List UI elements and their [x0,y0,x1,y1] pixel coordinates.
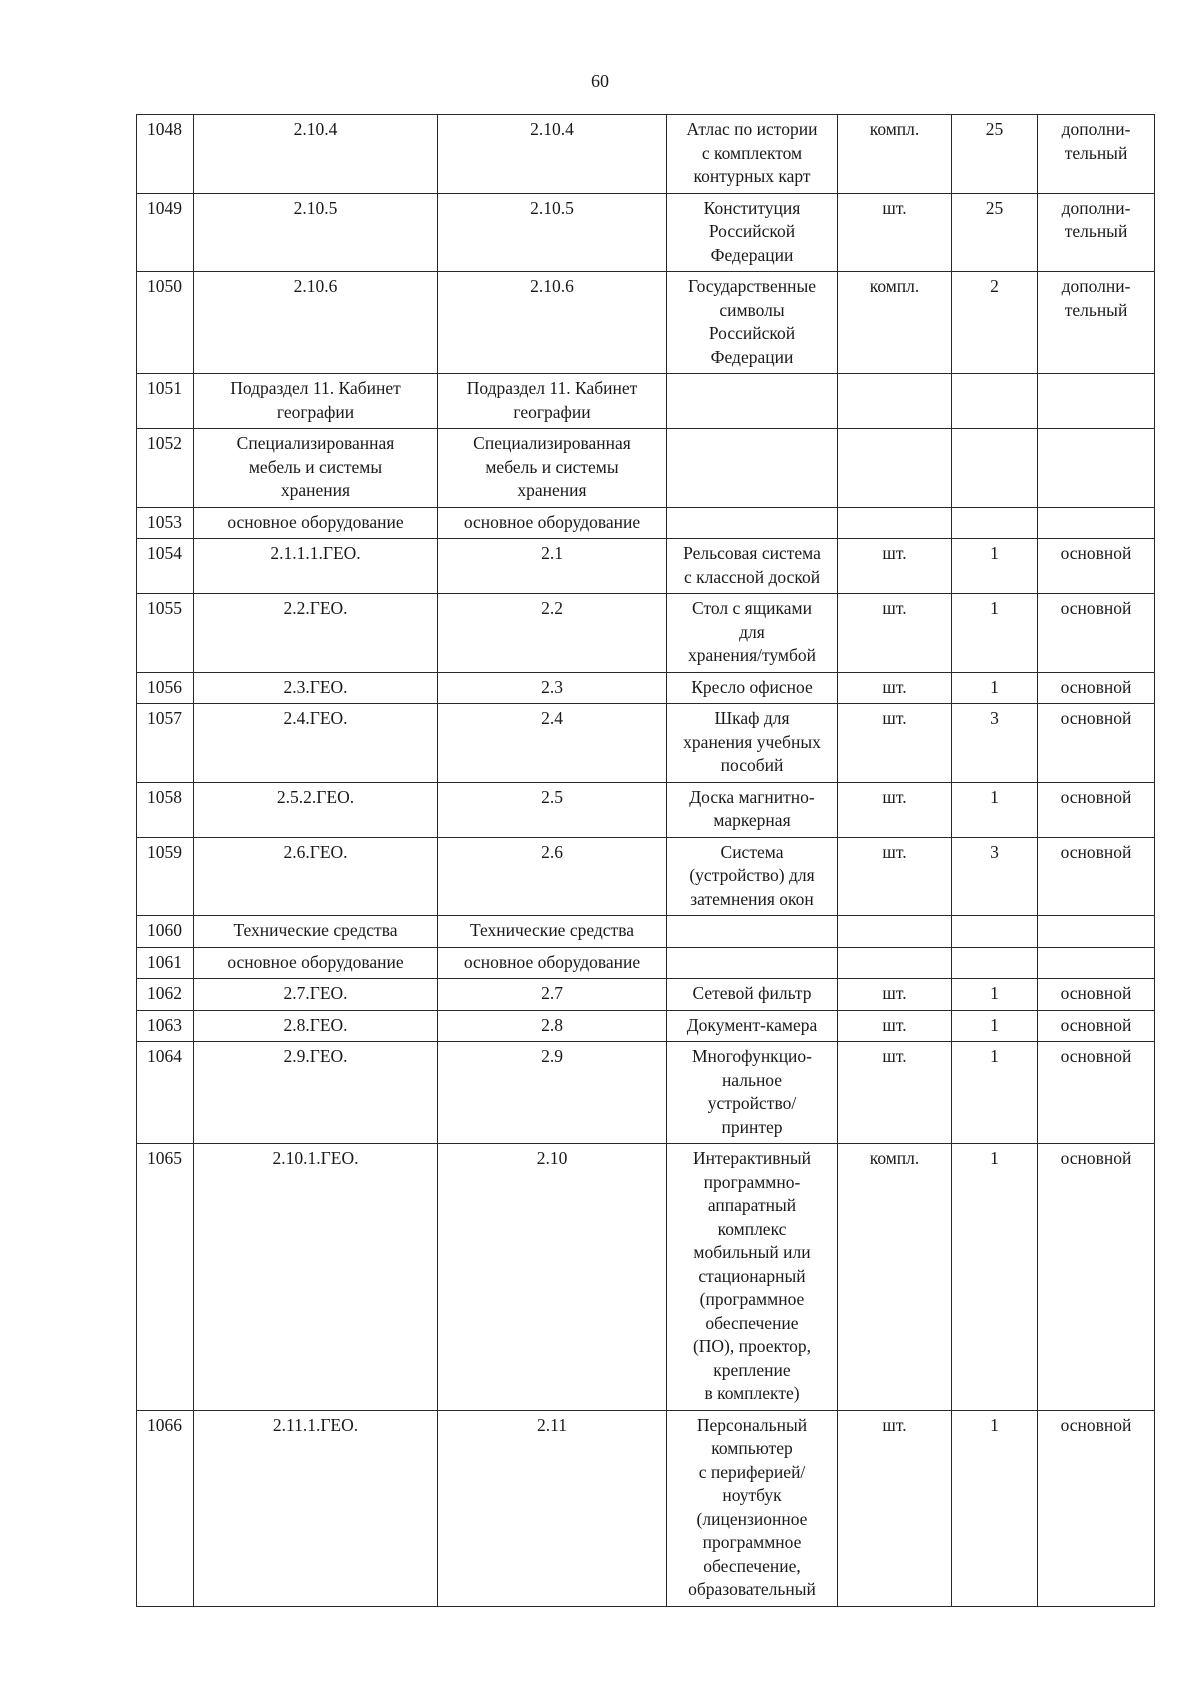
table-row [137,594,1155,673]
quantity-cell: 1 [952,1410,1038,1606]
equipment-kind-cell [1038,507,1155,539]
row-number-cell: 1066 [137,1410,194,1606]
equipment-kind-cell [1038,429,1155,508]
equipment-kind-cell [1038,374,1155,429]
row-number-cell: 1064 [137,1042,194,1144]
equipment-kind-cell [1038,916,1155,948]
equipment-kind-cell: основной [1038,704,1155,783]
item-name-cell: Стол с ящиками для хранения/тумбой [667,594,838,673]
table-row [137,916,1155,948]
item-name-cell: Сетевой фильтр [667,979,838,1011]
quantity-cell [952,947,1038,979]
code-cell: основное оборудование [194,947,438,979]
table-row [137,429,1155,508]
quantity-cell: 1 [952,782,1038,837]
table-row [137,115,1155,194]
code-cell: 2.5.2.ГЕО. [194,782,438,837]
quantity-cell [952,374,1038,429]
unit-cell: шт. [838,782,952,837]
quantity-cell: 3 [952,837,1038,916]
code-short-cell: основное оборудование [438,947,667,979]
item-name-cell: Многофункцио- нальное устройство/ принтер [667,1042,838,1144]
row-number-cell: 1048 [137,115,194,194]
code-cell: 2.11.1.ГЕО. [194,1410,438,1606]
code-short-cell: 2.7 [438,979,667,1011]
unit-cell [838,429,952,508]
quantity-cell: 25 [952,193,1038,272]
code-cell: 2.4.ГЕО. [194,704,438,783]
code-cell: 2.10.1.ГЕО. [194,1144,438,1411]
code-cell: 2.2.ГЕО. [194,594,438,673]
code-short-cell: 2.6 [438,837,667,916]
row-number-cell: 1065 [137,1144,194,1411]
code-short-cell: 2.2 [438,594,667,673]
item-name-cell: Интерактивный программно- аппаратный комплекс мобильный или стационарный (программное обеспечение (ПО), проектор, крепление в комплекте) [667,1144,838,1411]
table-row [137,704,1155,783]
code-cell: 2.9.ГЕО. [194,1042,438,1144]
unit-cell: шт. [838,837,952,916]
row-number-cell: 1052 [137,429,194,508]
row-number-cell: 1061 [137,947,194,979]
code-cell: 2.10.4 [194,115,438,194]
code-short-cell: 2.9 [438,1042,667,1144]
row-number-cell: 1057 [137,704,194,783]
table-row [137,1410,1155,1606]
unit-cell: шт. [838,539,952,594]
table-row [137,272,1155,374]
quantity-cell [952,916,1038,948]
row-number-cell: 1060 [137,916,194,948]
unit-cell [838,947,952,979]
item-name-cell: Документ-камера [667,1010,838,1042]
code-short-cell: 2.5 [438,782,667,837]
item-name-cell: Кресло офисное [667,672,838,704]
code-short-cell: Технические средства [438,916,667,948]
quantity-cell: 2 [952,272,1038,374]
table-row [137,947,1155,979]
quantity-cell: 25 [952,115,1038,194]
unit-cell: шт. [838,193,952,272]
code-short-cell: 2.8 [438,1010,667,1042]
equipment-kind-cell: основной [1038,1410,1155,1606]
equipment-kind-cell: основной [1038,1144,1155,1411]
quantity-cell: 1 [952,1144,1038,1411]
code-cell: 2.1.1.1.ГЕО. [194,539,438,594]
table-row [137,193,1155,272]
quantity-cell: 1 [952,1042,1038,1144]
unit-cell: шт. [838,1042,952,1144]
unit-cell [838,374,952,429]
code-cell: 2.3.ГЕО. [194,672,438,704]
quantity-cell: 1 [952,979,1038,1011]
item-name-cell [667,947,838,979]
unit-cell: шт. [838,594,952,673]
code-short-cell: 2.11 [438,1410,667,1606]
code-short-cell: 2.3 [438,672,667,704]
code-short-cell: 2.10.6 [438,272,667,374]
equipment-kind-cell: дополни- тельный [1038,115,1155,194]
unit-cell: шт. [838,1010,952,1042]
equipment-kind-cell: основной [1038,539,1155,594]
code-cell: 2.7.ГЕО. [194,979,438,1011]
unit-cell: компл. [838,272,952,374]
row-number-cell: 1049 [137,193,194,272]
item-name-cell: Рельсовая система с классной доской [667,539,838,594]
table-row [137,539,1155,594]
code-cell: Технические средства [194,916,438,948]
item-name-cell: Шкаф для хранения учебных пособий [667,704,838,783]
row-number-cell: 1058 [137,782,194,837]
quantity-cell: 1 [952,594,1038,673]
unit-cell: шт. [838,704,952,783]
item-name-cell [667,429,838,508]
code-cell: 2.10.6 [194,272,438,374]
table-row [137,837,1155,916]
row-number-cell: 1053 [137,507,194,539]
row-number-cell: 1062 [137,979,194,1011]
unit-cell: шт. [838,672,952,704]
code-short-cell: 2.10.4 [438,115,667,194]
code-cell: 2.10.5 [194,193,438,272]
table-row [137,782,1155,837]
equipment-kind-cell: основной [1038,979,1155,1011]
code-cell: 2.6.ГЕО. [194,837,438,916]
table-row [137,1010,1155,1042]
quantity-cell: 1 [952,539,1038,594]
quantity-cell [952,429,1038,508]
table-row [137,979,1155,1011]
table-row [137,374,1155,429]
unit-cell: компл. [838,115,952,194]
row-number-cell: 1050 [137,272,194,374]
equipment-kind-cell: дополни- тельный [1038,193,1155,272]
item-name-cell [667,507,838,539]
table-row [137,672,1155,704]
item-name-cell: Атлас по истории с комплектом контурных карт [667,115,838,194]
unit-cell: шт. [838,979,952,1011]
equipment-kind-cell: основной [1038,1042,1155,1144]
table-row [137,507,1155,539]
quantity-cell: 3 [952,704,1038,783]
unit-cell: компл. [838,1144,952,1411]
item-name-cell: Система (устройство) для затемнения окон [667,837,838,916]
equipment-kind-cell: основной [1038,594,1155,673]
code-short-cell: 2.4 [438,704,667,783]
item-name-cell: Доска магнитно- маркерная [667,782,838,837]
item-name-cell: Государственные символы Российской Федерации [667,272,838,374]
unit-cell: шт. [838,1410,952,1606]
unit-cell [838,507,952,539]
equipment-kind-cell: основной [1038,782,1155,837]
row-number-cell: 1063 [137,1010,194,1042]
code-short-cell: Специализированная мебель и системы хранения [438,429,667,508]
quantity-cell [952,507,1038,539]
page-number: 60 [591,71,609,91]
code-cell: 2.8.ГЕО. [194,1010,438,1042]
row-number-cell: 1055 [137,594,194,673]
code-short-cell: 2.1 [438,539,667,594]
equipment-kind-cell: дополни- тельный [1038,272,1155,374]
unit-cell [838,916,952,948]
code-short-cell: Подраздел 11. Кабинет географии [438,374,667,429]
row-number-cell: 1054 [137,539,194,594]
item-name-cell: Конституция Российской Федерации [667,193,838,272]
equipment-kind-cell [1038,947,1155,979]
table-row [137,1042,1155,1144]
quantity-cell: 1 [952,1010,1038,1042]
item-name-cell [667,916,838,948]
table-body [137,115,1155,1607]
code-short-cell: основное оборудование [438,507,667,539]
code-short-cell: 2.10.5 [438,193,667,272]
equipment-kind-cell: основной [1038,672,1155,704]
row-number-cell: 1056 [137,672,194,704]
code-short-cell: 2.10 [438,1144,667,1411]
code-cell: Подраздел 11. Кабинет географии [194,374,438,429]
item-name-cell: Персональный компьютер с периферией/ ноутбук (лицензионное программное обеспечение, образовательный [667,1410,838,1606]
row-number-cell: 1051 [137,374,194,429]
code-cell: Специализированная мебель и системы хранения [194,429,438,508]
equipment-kind-cell: основной [1038,837,1155,916]
quantity-cell: 1 [952,672,1038,704]
equipment-kind-cell: основной [1038,1010,1155,1042]
item-name-cell [667,374,838,429]
equipment-table [136,114,1155,1607]
table-row [137,1144,1155,1411]
row-number-cell: 1059 [137,837,194,916]
code-cell: основное оборудование [194,507,438,539]
